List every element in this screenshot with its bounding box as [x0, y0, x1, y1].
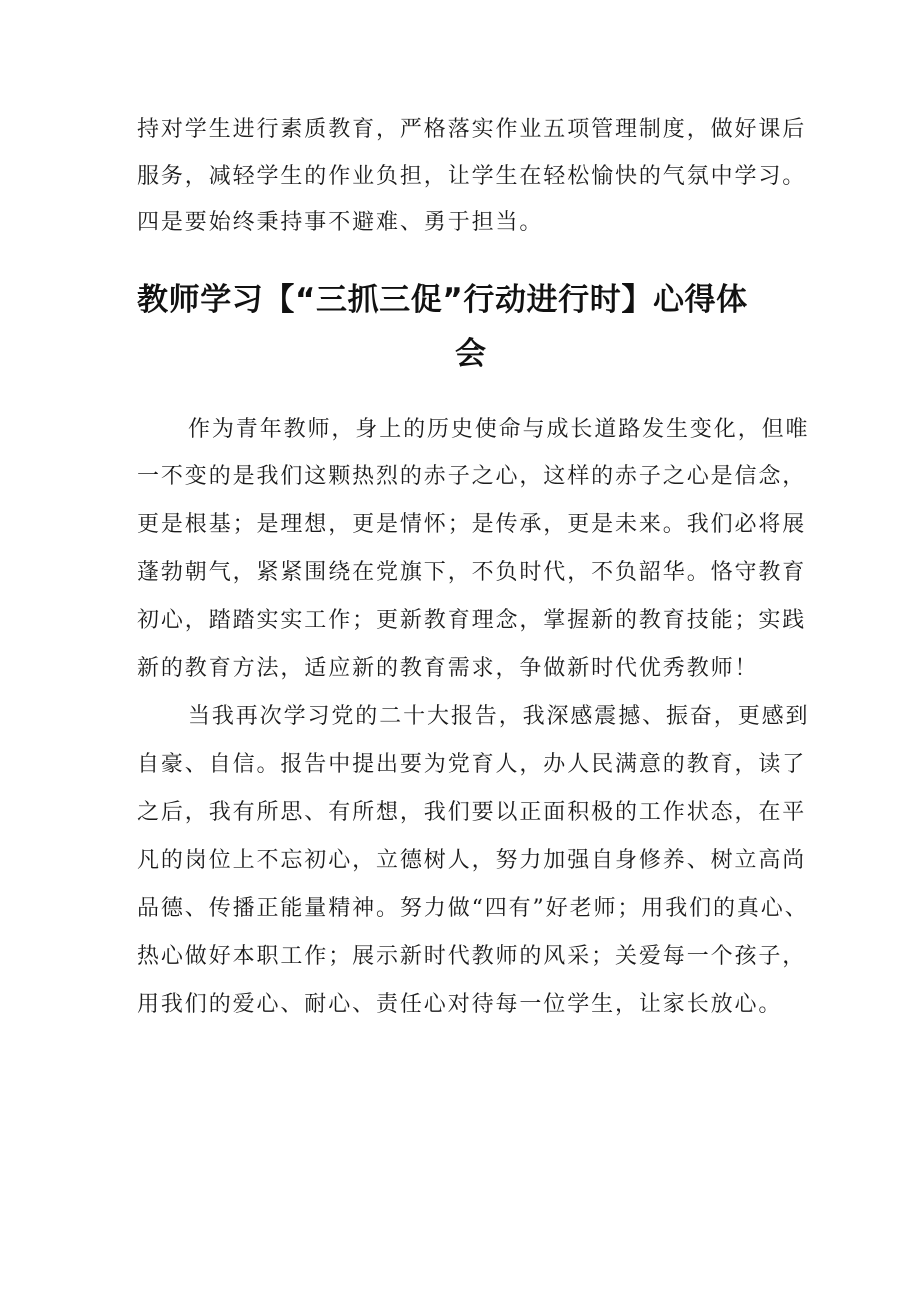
document-title-line-2: 会 — [455, 336, 487, 372]
paragraph2-line-5: 品德、传播正能量精神。努力做“四有”好老师；用我们的真心、 — [137, 896, 809, 921]
paragraph2-line-1: 当我再次学习党的二十大报告，我深感震撼、振奋，更感到 — [188, 704, 810, 729]
intro-line-1: 持对学生进行素质教育，严格落实作业五项管理制度，做好课后 — [137, 117, 807, 142]
paragraph1-line-4: 蓬勃朝气，紧紧围绕在党旗下，不负时代，不负韶华。恪守教育 — [137, 560, 807, 585]
document-title-line-1: 教师学习【“三抓三促”行动进行时】心得体 — [137, 282, 748, 318]
paragraph2-line-6: 热心做好本职工作；展示新时代教师的风采；关爱每一个孩子， — [137, 944, 807, 969]
intro-line-2: 服务，减轻学生的作业负担，让学生在轻松愉快的气氛中学习。 — [137, 164, 807, 189]
paragraph1-line-6: 新的教育方法，适应新的教育需求，争做新时代优秀教师！ — [137, 656, 759, 681]
paragraph2-line-2: 自豪、自信。报告中提出要为党育人，办人民满意的教育，读了 — [137, 752, 807, 777]
paragraph2-line-4: 凡的岗位上不忘初心，立德树人，努力加强自身修养、树立高尚 — [137, 848, 807, 873]
paragraph1-line-1: 作为青年教师，身上的历史使命与成长道路发生变化，但唯 — [188, 417, 810, 442]
paragraph1-line-2: 一不变的是我们这颗热烈的赤子之心，这样的赤子之心是信念， — [137, 464, 807, 489]
paragraph2-line-3: 之后，我有所思、有所想，我们要以正面积极的工作状态，在平 — [137, 800, 807, 825]
paragraph2-line-7: 用我们的爱心、耐心、责任心对待每一位学生，让家长放心。 — [137, 992, 783, 1017]
intro-line-3: 四是要始终秉持事不避难、勇于担当。 — [137, 210, 544, 235]
paragraph1-line-5: 初心，踏踏实实工作；更新教育理念，掌握新的教育技能；实践 — [137, 608, 807, 633]
paragraph1-line-3: 更是根基；是理想，更是情怀；是传承，更是未来。我们必将展 — [137, 512, 807, 537]
